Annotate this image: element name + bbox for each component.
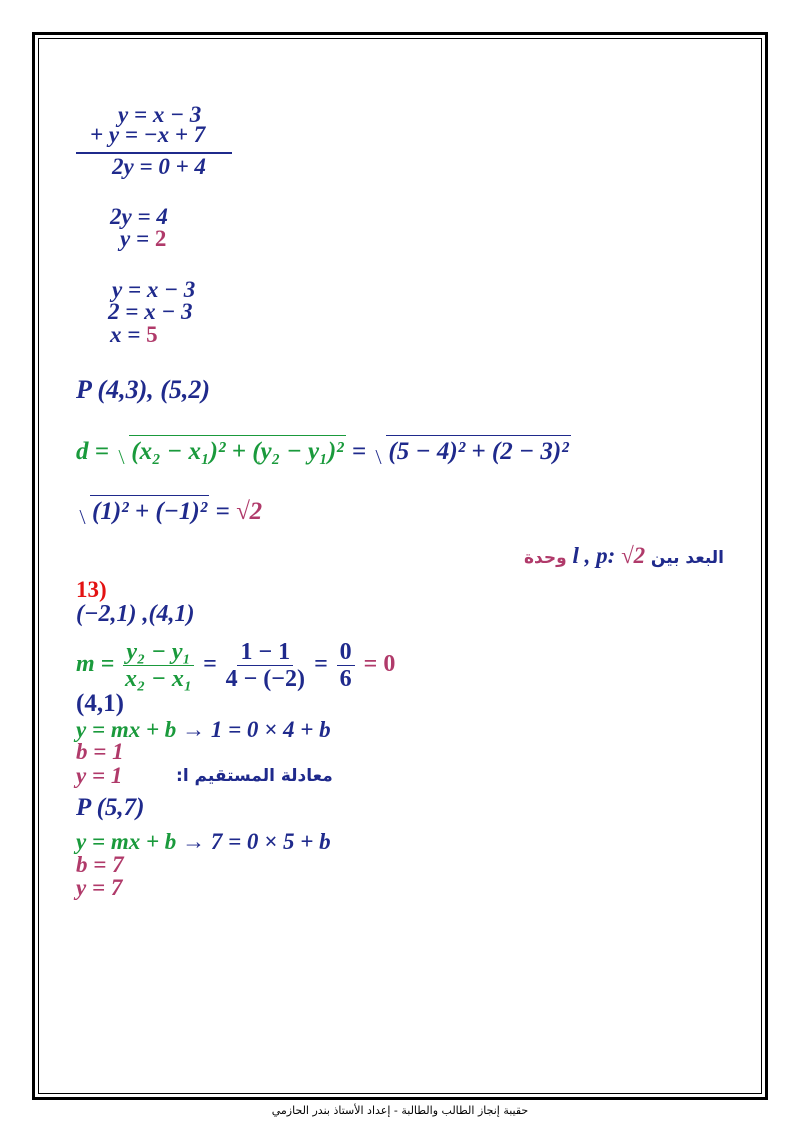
eq-line-3: 2y = 0 + 4: [112, 154, 206, 179]
y-equals-1: y = 1: [76, 763, 123, 788]
eq-line-7: 2 = x − 3: [108, 299, 193, 324]
y-equals-7: y = 7: [76, 875, 123, 900]
distance-simplified: (1)² + (−1)² = √2: [76, 500, 262, 524]
distance-formula: d = (x₂ − x₁)² + (y₂ − y₁)² = (5 − 4)² + (2 − 3)²: [76, 440, 571, 464]
points-line: P (4,3), (5,2): [76, 375, 211, 404]
slope-intercept-1: y = mx + b → 1 = 0 × 4 + b: [76, 717, 331, 742]
b-equals-1: b = 1: [76, 739, 124, 764]
eq-line-1: y = x − 3: [118, 102, 202, 127]
eq-line-2: + y = −x + 7: [90, 122, 206, 147]
slope-line: m = $\frac{\text{y₂ − y₁}}{\text{x₂ − x₁}}$ = $\frac{1 - 1}{4 - (-2)}$ = $\frac{0}{6}$ = 0: [76, 638, 396, 692]
page-footer: حقيبة إنجاز الطالب والطالبة - إعداد الأستاذ بندر الحازمي: [271, 1104, 529, 1117]
point-4-1: (4,1): [76, 690, 124, 717]
distance-values-radicand: (5 − 4)² + (2 − 3)²: [386, 435, 570, 465]
question-points: (−2,1) ,(4,1): [76, 601, 195, 627]
point-p-5-7: P (5,7): [76, 794, 145, 821]
eq-line-4: 2y = 4: [110, 204, 168, 229]
distance-result: √2: [235, 498, 263, 525]
eq-line-5: y = 2: [120, 226, 167, 251]
eq-line-6: y = x − 3: [112, 277, 196, 302]
y-value: 2: [154, 226, 167, 251]
arabic-distance-statement: البعد بين l , p: √2 وحدة: [524, 543, 724, 568]
b-equals-7: b = 7: [76, 852, 124, 877]
distance-general-radicand: (x₂ − x₁)² + (y₂ − y₁)²: [129, 435, 345, 465]
slope-intercept-2: y = mx + b → 7 = 0 × 5 + b: [76, 829, 331, 854]
arabic-line-equation-label: معادلة المستقيم l:: [176, 766, 333, 786]
question-number: 13): [76, 577, 107, 602]
x-value: 5: [146, 322, 158, 347]
eq-line-8: x = 5: [110, 322, 158, 347]
